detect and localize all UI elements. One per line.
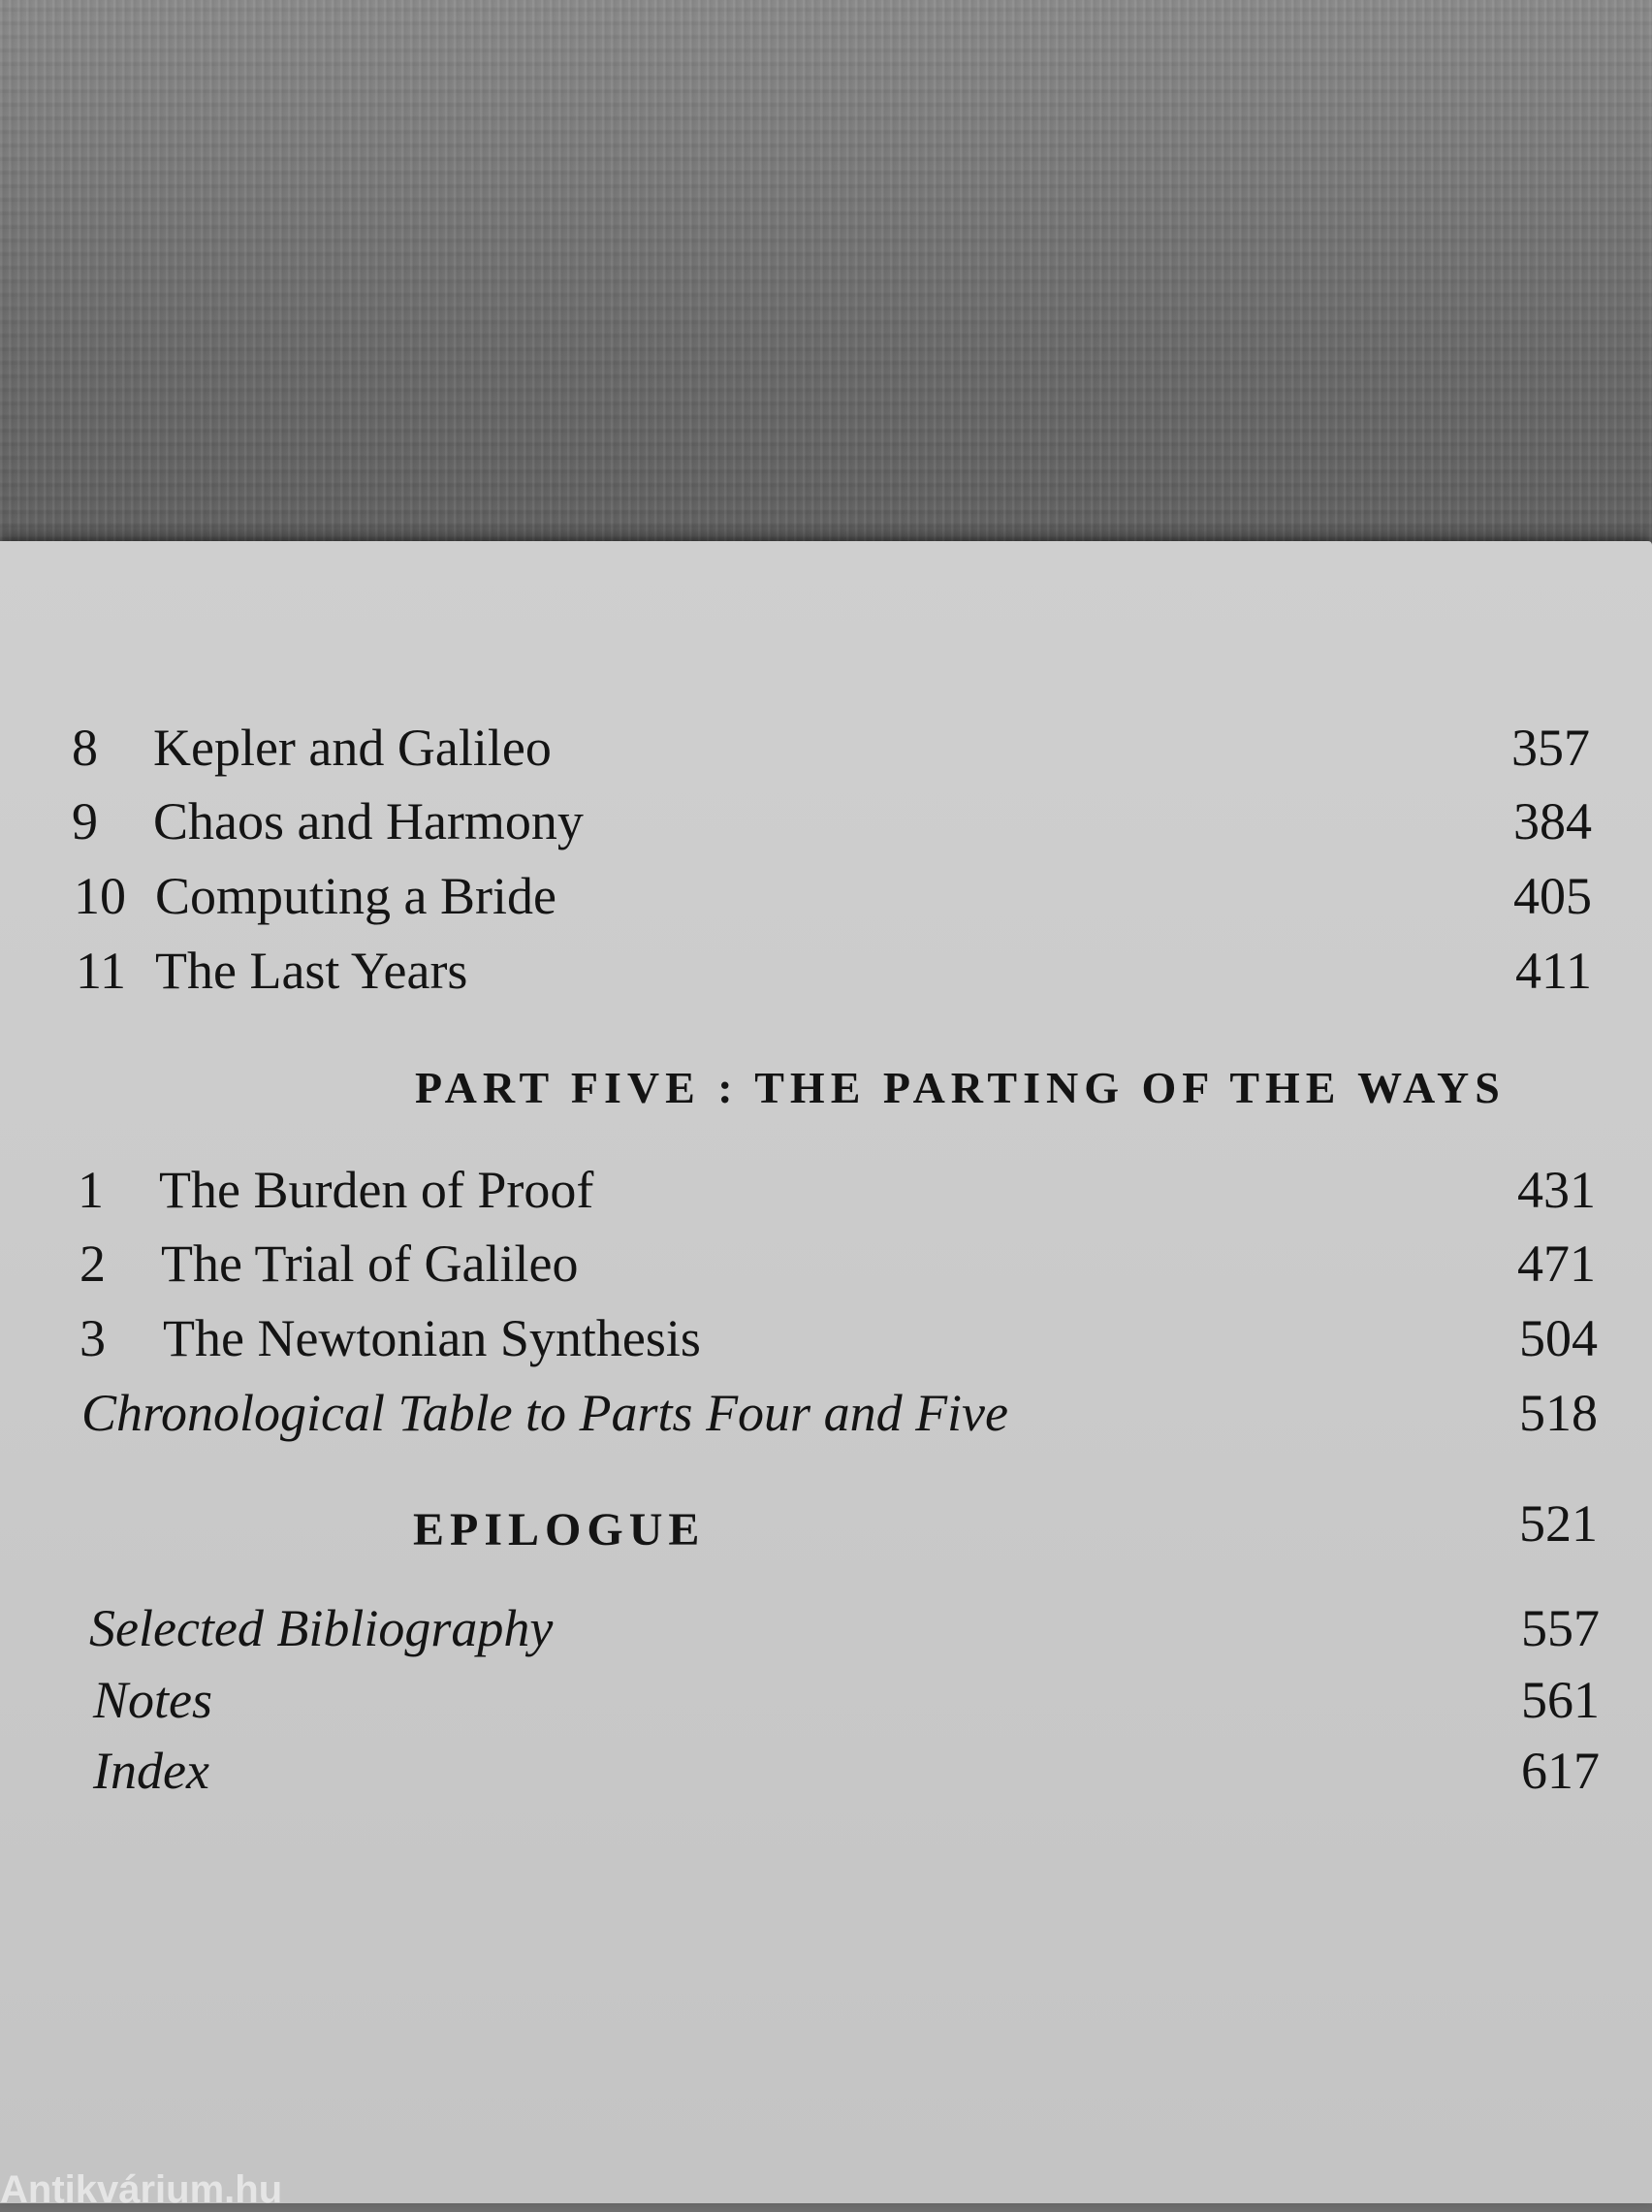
toc-entry-chronology[interactable]: [0, 1379, 1652, 1447]
page-number: 521: [1519, 1494, 1598, 1553]
toc-entry-epilogue[interactable]: [0, 1490, 1652, 1557]
back-matter-title: Notes: [93, 1671, 213, 1729]
chapter-title: Kepler and Galileo: [153, 719, 552, 777]
epilogue-heading: EPILOGUE: [413, 1504, 706, 1555]
chapter-number: 2: [79, 1234, 106, 1293]
chapter-title: The Trial of Galileo: [161, 1234, 579, 1293]
page-number: 411: [1515, 942, 1592, 1000]
toc-entry[interactable]: [0, 787, 1652, 855]
page-number: 561: [1521, 1671, 1600, 1729]
toc-entry[interactable]: [0, 1156, 1652, 1224]
page-number: 431: [1517, 1161, 1596, 1219]
page-number: 557: [1521, 1599, 1600, 1657]
page-number: 518: [1519, 1384, 1598, 1442]
chapter-title: The Burden of Proof: [159, 1161, 594, 1219]
chapter-number: 8: [72, 719, 98, 777]
page-number: 504: [1519, 1309, 1598, 1367]
toc-entry[interactable]: [0, 714, 1652, 782]
toc-entry-back-matter[interactable]: [0, 1666, 1652, 1734]
chapter-title: The Newtonian Synthesis: [163, 1309, 701, 1367]
toc-entry-back-matter[interactable]: [0, 1737, 1652, 1805]
chapter-number: 11: [76, 942, 126, 1000]
chapter-title: Computing a Bride: [155, 867, 556, 925]
page-number: 384: [1513, 792, 1592, 850]
watermark: Antikvárium.hu: [0, 2168, 283, 2211]
toc-entry[interactable]: [0, 862, 1652, 930]
book-cover-background: [0, 0, 1652, 582]
page-number: 617: [1521, 1742, 1600, 1800]
toc-entry[interactable]: [0, 937, 1652, 1005]
chapter-number: 1: [78, 1161, 104, 1219]
back-matter-title: Selected Bibliography: [89, 1599, 554, 1657]
page-number: 405: [1513, 867, 1592, 925]
part-five-heading: PART FIVE : THE PARTING OF THE WAYS: [415, 1063, 1506, 1112]
chapter-title: The Last Years: [155, 942, 468, 1000]
toc-entry-back-matter[interactable]: [0, 1594, 1652, 1662]
toc-entry[interactable]: [0, 1230, 1652, 1298]
toc-entry[interactable]: [0, 1304, 1652, 1372]
chapter-number: 10: [74, 867, 126, 925]
page-number: 471: [1517, 1234, 1596, 1293]
chapter-number: 9: [72, 792, 98, 850]
chapter-number: 3: [79, 1309, 106, 1367]
chronology-title: Chronological Table to Parts Four and Five: [81, 1384, 1008, 1442]
back-matter-title: Index: [93, 1742, 209, 1800]
chapter-title: Chaos and Harmony: [153, 792, 584, 850]
page-number: 357: [1511, 719, 1590, 777]
